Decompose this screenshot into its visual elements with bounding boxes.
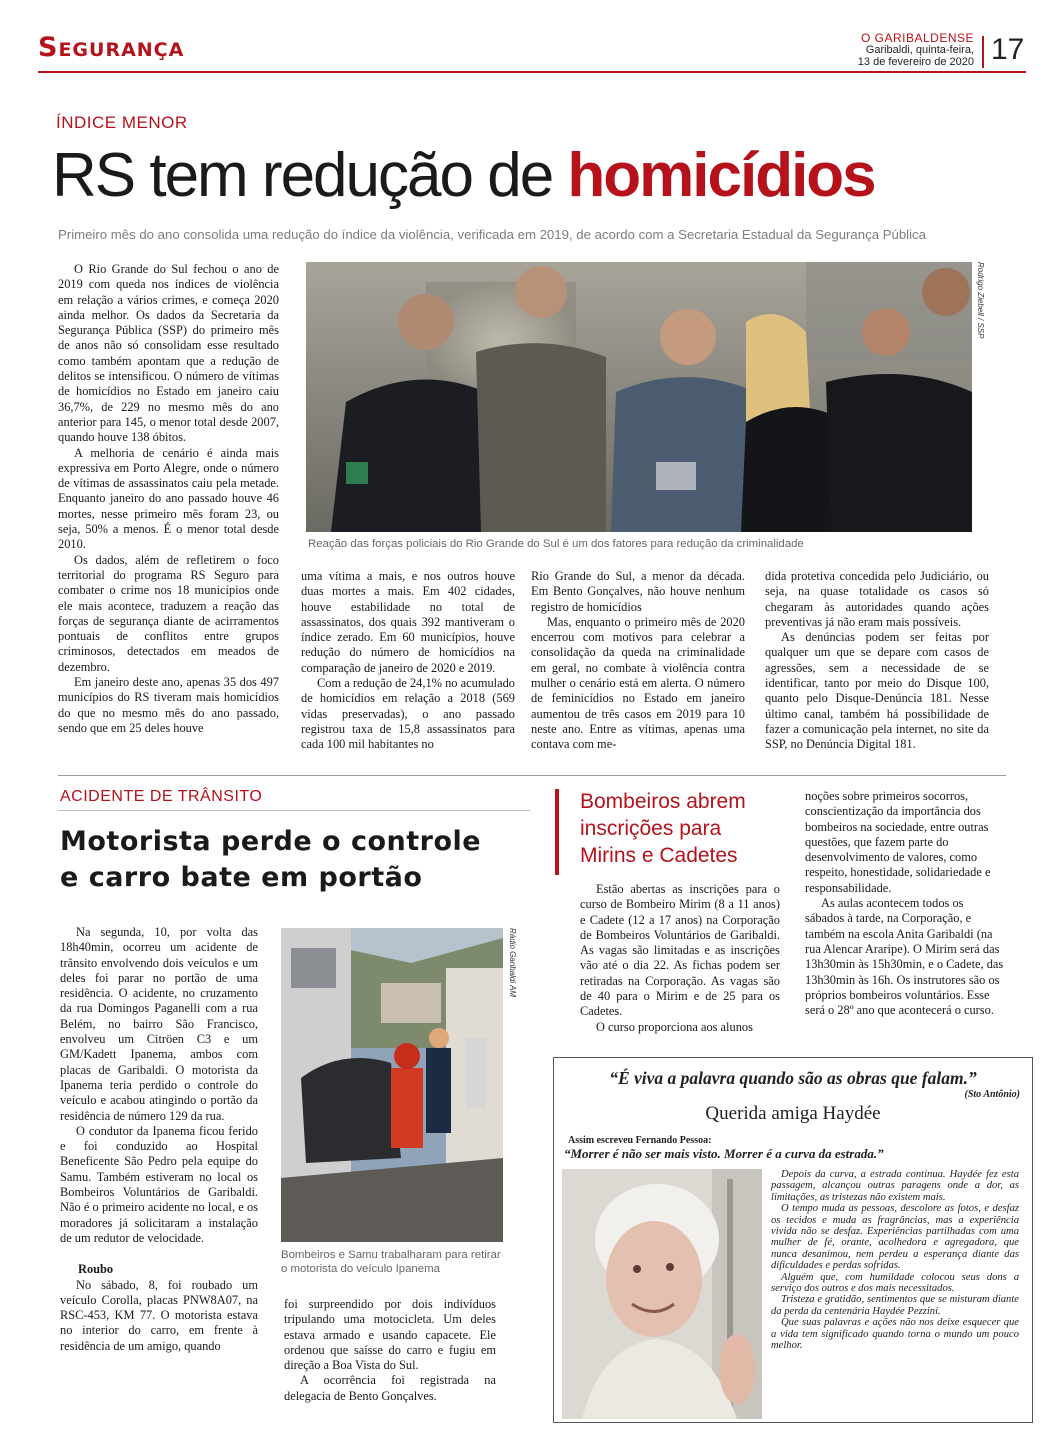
headline-line: e carro bate em portão xyxy=(60,862,423,893)
main-column-4 xyxy=(765,569,989,753)
section-title: Segurança xyxy=(38,32,185,63)
paragraph: Na segunda, 10, por volta das 18h40min, ocorreu um acidente de trânsito envolvendo dois veículos e um deles foi parar no portão de uma residência. O acidente, no cruzamento da rua Domingos Paganelli com a rua Belém, no bairro São Francisco, envolveu um Citröen C3 e um GM/Kadett Ipanema, ambos com placas de Garibaldi. O motorista da Ipanema teria perdido o controle do veículo e acabou atingindo o portão da residência de número 129 da rua. xyxy=(60,925,258,1123)
tribute-intro: Assim escreveu Fernando Pessoa: xyxy=(568,1135,712,1146)
paragraph: O tempo muda as pessoas, descolore as fotos, e desfaz os tecidos e muda as fragrâncias, mas a experiência vivida não se desfaz. Experiências partilhadas com uma mulher de fé, orante, acolhedora e agregadora, que nunca desanimou, nem perdeu a esperança diante das dificuldades e perdas sofridas. xyxy=(771,1203,1019,1272)
headline-line: Bombeiros abrem xyxy=(580,790,746,813)
firefighters-column-2 xyxy=(805,789,1005,1018)
photo-credit: Rodrigo Ziebell / SSP xyxy=(976,262,985,339)
tribute-text xyxy=(771,1169,1019,1352)
tribute-quote: “É viva a palavra quando são as obras que falam.” xyxy=(609,1068,977,1088)
paragraph: Mas, enquanto o primeiro mês de 2020 encerrou com motivos para celebrar a consolidação da queda na criminalidade em geral, no combate à violência contra mulher o cenário está em alerta. O número de feminicídios no Estado em janeiro aumentou de três casos em 2019 para 10 neste ano. Entre as vítimas, apenas uma contava com me- xyxy=(531,614,745,752)
newspaper-location-day: Garibaldi, quinta-feira, xyxy=(865,44,974,56)
paragraph: Em janeiro deste ano, apenas 35 dos 497 municípios do RS tiveram mais homicídios do que no mesmo mês do ano passado, sendo que em 25 deles houve xyxy=(58,675,279,735)
pessoa-quote: “Morrer é não ser mais visto. Morrer é a curva da estrada.” xyxy=(564,1146,884,1161)
main-headline xyxy=(52,136,875,216)
accident-column-2 xyxy=(284,1297,496,1404)
newspaper-info xyxy=(858,32,974,68)
main-column-3 xyxy=(531,569,745,753)
tribute-box xyxy=(553,1057,1033,1423)
headline-line: inscrições para xyxy=(580,817,722,840)
paragraph: A melhoria de cenário é ainda mais expressiva em Porto Alegre, onde o número de vítimas de assassinatos caiu pela metade. Enquanto janeiro do ano passado houve 46 mortes, nesse primeiro mês foram 23, ou seja, 50% a menos. É o menor total desde 2010. xyxy=(58,445,279,552)
page-number-divider xyxy=(982,36,984,68)
headline-line: Mirins e Cadetes xyxy=(580,844,738,867)
paragraph: Rio Grande do Sul, a menor da década. Em Bento Gonçalves, não houve nenhum registro de homicídios xyxy=(531,569,745,614)
haydee-portrait xyxy=(562,1169,762,1419)
accident-kicker: ACIDENTE DE TRÂNSITO xyxy=(60,788,263,805)
paragraph: dida protetiva concedida pelo Judiciário, ou seja, na quase totalidade os casos só chegaram às autoridades quando ações preventivas já não eram mais possíveis. xyxy=(765,569,989,629)
photo-caption: Reação das forças policiais do Rio Grande do Sul é um dos fatores para redução da criminalidade xyxy=(308,538,804,550)
main-column-1 xyxy=(58,262,279,736)
firefighters-column-1 xyxy=(580,882,780,1035)
paragraph: Que suas palavras e ações não nos deixe esquecer que a vida tem significado quando torna o mundo um pouco melhor. xyxy=(771,1317,1019,1352)
accident-kicker-rule xyxy=(58,810,530,811)
section-divider xyxy=(58,775,1006,776)
paragraph: Os dados, além de refletirem o foco territorial do programa RS Seguro para combater o crime nos 18 municípios onde ele mais acontece, traduzem a reação das forças de segurança diante de acirramentos pontuais de conflitos entre grupos criminosos, detectados em meados de dezembro. xyxy=(58,552,279,674)
paragraph: Estão abertas as inscrições para o curso de Bombeiro Mirim (8 a 11 anos) e Cadete (12 a 17 anos) na Corporação de Bombeiros Voluntários de Garibaldi. As vagas são limitadas e as inscrições vão até o dia 22. As fichas podem ser retiradas na Corporação. As vagas são de 40 para o Mirim e de 25 para os Cadetes. xyxy=(580,882,780,1019)
header-divider xyxy=(38,71,1026,73)
paragraph: No sábado, 8, foi roubado um veículo Corolla, placas PNW8A07, na RSC-453, KM 77. O motorista estava no interior do carro, em frente à residência de um amigo, quando xyxy=(60,1277,258,1353)
newspaper-date: 13 de fevereiro de 2020 xyxy=(857,56,974,68)
main-subtitle: Primeiro mês do ano consolida uma redução do índice da violência, verificada em 2019, de acordo com a Secretaria Estadual da Segurança Pública xyxy=(58,227,926,242)
paragraph: As aulas acontecem todos os sábados à tarde, na Corporação, e também na escola Anita Garibaldi (na rua Alencar Araripe). O Mirim será das 13h30min às 15h30min, e o Cadete, das 13h30min às 16h. Os instrutores são os próprios bombeiros voluntários. Esse será o 28º ano que acontecerá o curso. xyxy=(805,896,1004,1018)
paragraph: Tristeza e gratidão, sentimentos que se misturam diante da perda da centenária Haydée Pezzini. xyxy=(771,1294,1019,1317)
main-column-2 xyxy=(301,569,515,753)
paragraph: Alguém que, com humildade colocou seus dons a serviço dos outros e dos mais necessitados. xyxy=(771,1271,1019,1295)
newspaper-name: O GARIBALDENSE xyxy=(860,31,974,45)
paragraph: Depois da curva, a estrada continua. Haydée fez esta passagem, alcançou outras paragens onde a dor, as limitações, as tristezas não existem mais. xyxy=(771,1169,1019,1203)
accent-bar xyxy=(555,789,559,875)
page-number: 17 xyxy=(991,33,1025,66)
firefighters-headline xyxy=(580,788,746,869)
headline-text: RS tem redução de xyxy=(52,141,568,210)
accident-headline xyxy=(60,824,481,896)
paragraph: foi surpreendido por dois indivíduos tripulando uma motocicleta. Um deles estava armado e usando capacete. Ele ordenou que saísse do carro e fugiu em direção a Boa Vista do Sul. xyxy=(284,1297,496,1373)
paragraph: O condutor da Ipanema ficou ferido e foi conduzido ao Hospital Beneficente São Pedro pela equipe do Samu. Também estiveram no local os Bombeiros Voluntários de Garibaldi. Não é o primeiro acidente no local, e os moradores já solicitaram a instalação de um redutor de velocidade. xyxy=(60,1123,258,1245)
paragraph: Com a redução de 24,1% no acumulado de homicídios em relação a 2018 (569 vidas preservadas), o ano passado registrou taxa de 15,8 assassinatos para cada 100 mil habitantes no xyxy=(301,676,515,752)
photo-credit: Rádio Garibaldi AM xyxy=(508,928,517,998)
tribute-title: Querida amiga Haydée xyxy=(705,1103,881,1124)
paragraph: As denúncias podem ser feitas por qualquer um que se depare com casos de agressões, sem a necessidade de se identificar, tanto por meio do Disque 100, quanto pelo Disque-Denúncia 181. Nesse último canal, também há possibilidade de fazer a comunicação pela internet, no site da SSP, no Denúncia Digital 181. xyxy=(765,630,989,752)
paragraph: O curso proporciona aos alunos xyxy=(596,1019,753,1034)
paragraph: uma vítima a mais, e nos outros houve duas mortes a mais. Em 402 cidades, houve estabilidade no total de assassinatos, dos quais 392 mantiveram o índice zerado. Em 60 municípios, houve redução do número de homicídios na comparação de janeiro de 2020 e 2019. xyxy=(301,569,515,675)
paragraph: A ocorrência foi registrada na delegacia de Bento Gonçalves. xyxy=(284,1373,496,1403)
main-kicker: ÍNDICE MENOR xyxy=(56,113,188,132)
headline-line: Motorista perde o controle xyxy=(60,826,482,857)
paragraph: O Rio Grande do Sul fechou o ano de 2019 com queda nos índices de violência em relação a vários crimes, e começa 2020 ainda melhor. Os dados da Secretaria da Segurança Pública (SSP) do primeiro mês de anos não só consolidam esse resultado como também apontam que a redução de delitos se intensificou. O número de vítimas de homicídios no Estado em janeiro caiu 36,7%, de 229 no mesmo mês do ano anterior para 145, o menor total desde 2007, quando houve 138 óbitos. xyxy=(58,262,279,445)
roubo-subtitle: Roubo xyxy=(78,1262,114,1277)
headline-accent: homicídios xyxy=(567,141,875,210)
tribute-quote-author: (Sto Antônio) xyxy=(964,1089,1020,1100)
accident-column-1 xyxy=(60,925,258,1354)
photo-caption: Bombeiros e Samu trabalharam para retirar o motorista do veículo Ipanema xyxy=(281,1249,501,1275)
accident-photo xyxy=(281,928,503,1242)
paragraph: noções sobre primeiros socorros, conscientização da importância dos bombeiros na sociedade, entre outras questões, que fazem parte do desenvolvimento de valores, como respeito, honestidade, solidariedade e responsabilidade. xyxy=(805,789,991,895)
police-photo xyxy=(306,262,972,532)
